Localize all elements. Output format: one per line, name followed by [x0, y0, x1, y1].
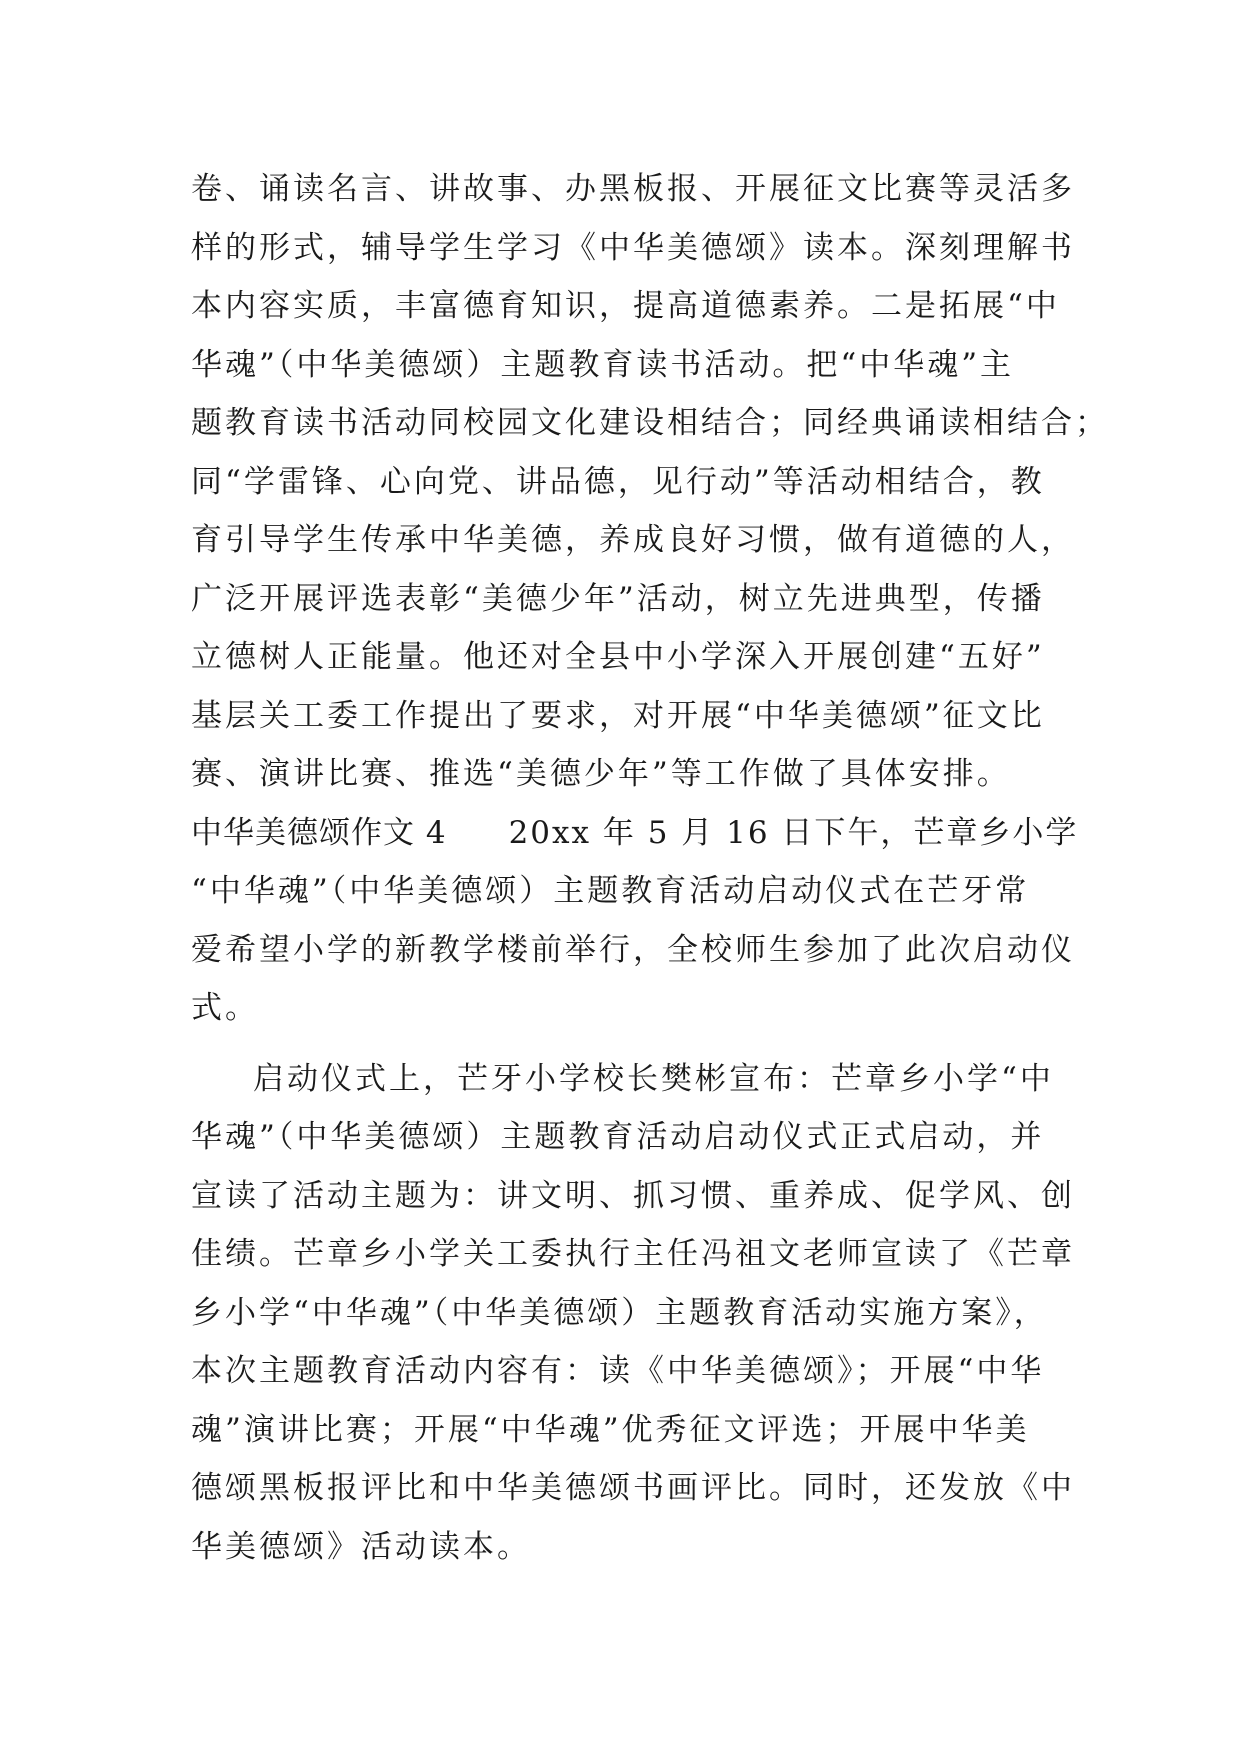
text-line: 本内容实质，丰富德育知识，提高道德素养。二是拓展“中 — [191, 288, 1060, 324]
text-line: 广泛开展评选表彰“美德少年”活动，树立先进典型，传播 — [191, 580, 1045, 617]
text-line: 德颂黑板报评比和中华美德颂书画评比。同时，还发放《中 — [191, 1470, 1075, 1506]
text-line: 基层关工委工作提出了要求，对开展“中华美德颂”征文比 — [191, 697, 1045, 734]
section-title: 中华美德颂作文 4 — [191, 814, 447, 851]
text-line: 卷、诵读名言、讲故事、办黑板报、开展征文比赛等灵活多 — [191, 171, 1075, 207]
text-line: 育引导学生传承中华美德，养成良好习惯，做有道德的人， — [191, 522, 1075, 558]
text-line: “中华魂”（中华美德颂）主题教育活动启动仪式在芒牙常 — [191, 873, 1030, 909]
text-line: 宣读了活动主题为：讲文明、抓习惯、重养成、促学风、创 — [191, 1177, 1075, 1214]
text-line: 华魂”（中华美德颂）主题教育读书活动。把“中华魂”主 — [191, 346, 1015, 383]
text-line: 爱希望小学的新教学楼前举行，全校师生参加了此次启动仪 — [191, 931, 1075, 968]
section-intro: 20xx 年 5 月 16 日下午，芒章乡小学 — [508, 814, 1079, 851]
text-line: 样的形式，辅导学生学习《中华美德颂》读本。深刻理解书 — [191, 229, 1075, 266]
paragraph-1 — [191, 160, 1109, 804]
document-body — [191, 160, 1109, 1576]
text-line: 题教育读书活动同校园文化建设相结合；同经典诵读相结合； — [191, 405, 1109, 441]
text-line: 立德树人正能量。他还对全县中小学深入开展创建“五好” — [191, 639, 1045, 675]
text-line: 本次主题教育活动内容有：读《中华美德颂》；开展“中华 — [191, 1353, 1045, 1389]
text-line: 乡小学“中华魂”（中华美德颂）主题教育活动实施方案》， — [191, 1294, 1048, 1331]
text-line: 同“学雷锋、心向党、讲品德，见行动”等活动相结合，教 — [191, 463, 1045, 500]
text-line: 赛、演讲比赛、推选“美德少年”等工作做了具体安排。 — [191, 756, 1011, 792]
text-line: 启动仪式上，芒牙小学校长樊彬宣布：芒章乡小学“中 — [253, 1060, 1054, 1097]
paragraph-2 — [191, 862, 1075, 1038]
text-line: 华魂”（中华美德颂）主题教育活动启动仪式正式启动，并 — [191, 1119, 1045, 1155]
text-line: 佳绩。芒章乡小学关工委执行主任冯祖文老师宣读了《芒章 — [191, 1236, 1075, 1272]
text-line: 式。 — [191, 990, 259, 1026]
section-heading-line — [191, 804, 1079, 863]
text-line: 华美德颂》活动读本。 — [191, 1528, 531, 1565]
text-line: 魂”演讲比赛；开展“中华魂”优秀征文评选；开展中华美 — [191, 1411, 1030, 1448]
paragraph-3 — [191, 1050, 1075, 1577]
